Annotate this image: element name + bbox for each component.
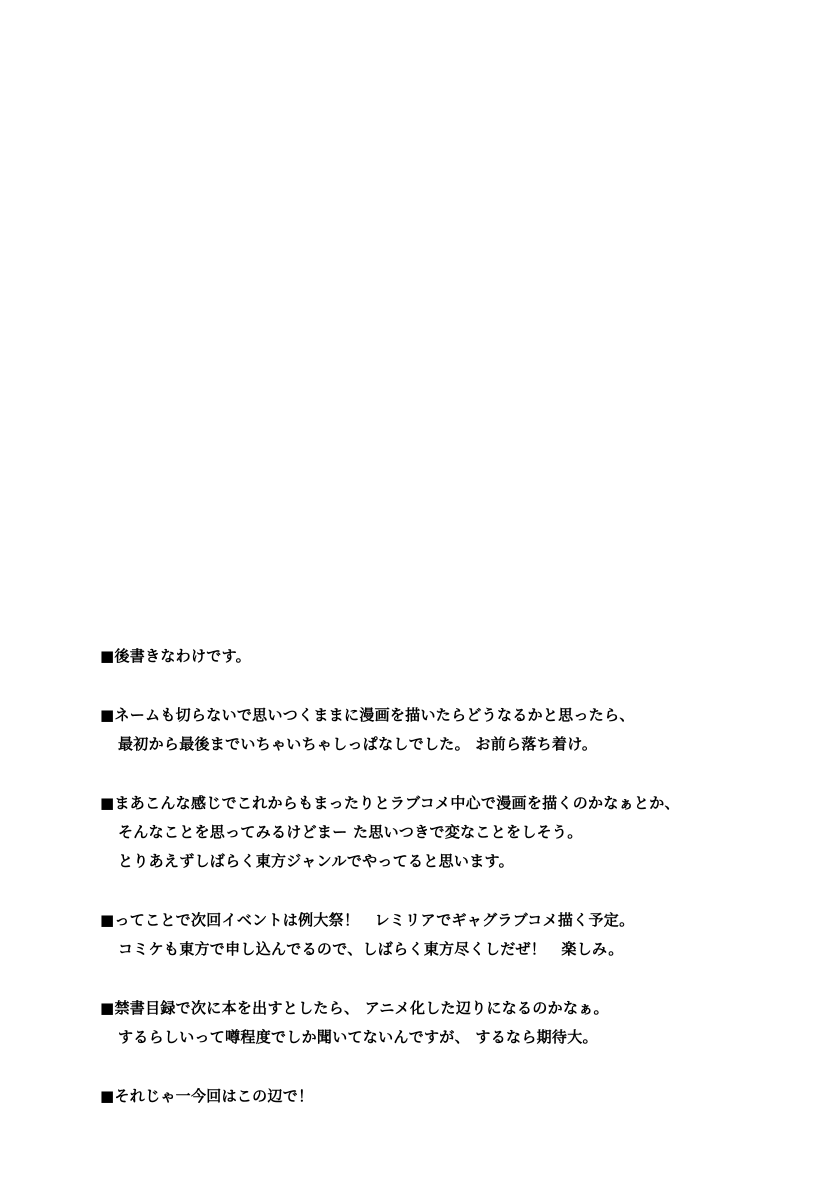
text-line: コミケも東方で申し込んでるので、しばらく東方尽くしだぜ！ 楽しみ。 bbox=[118, 940, 624, 958]
paragraph-index bbox=[100, 994, 800, 1052]
text-line: 最初から最後までいちゃいちゃしっぱなしでした。 お前ら落ち着け。 bbox=[118, 735, 598, 753]
text-line: そんなことを思ってみるけどまー た思いつきで変なことをしそう。 bbox=[118, 823, 583, 841]
text-line: ■それじゃ一今回はこの辺で！ bbox=[100, 1087, 314, 1105]
paragraph-name-sketch bbox=[100, 701, 800, 759]
paragraph-next-event bbox=[100, 906, 800, 964]
text-line: するらしいって噂程度でしか聞いてないんですが、 するなら期待大。 bbox=[118, 1028, 598, 1046]
text-line: ■後書きなわけです。 bbox=[100, 647, 251, 665]
text-line: ■ネームも切らないで思いつくままに漫画を描いたらどうなるかと思ったら、 bbox=[100, 706, 635, 724]
paragraph-intro bbox=[100, 642, 800, 671]
text-line: ■禁書目録で次に本を出すとしたら、 アニメ化した辺りになるのかなぁ。 bbox=[100, 999, 609, 1017]
text-line: ■まあこんな感じでこれからもまったりとラブコメ中心で漫画を描くのかなぁとか、 bbox=[100, 794, 680, 812]
paragraph-love-comedy bbox=[100, 789, 800, 876]
text-line: とりあえずしばらく東方ジャンルでやってると思います。 bbox=[118, 852, 514, 870]
afterword-text bbox=[100, 642, 800, 1141]
text-line: ■ってことで次回イベントは例大祭！ レミリアでギャグラブコメ描く予定。 bbox=[100, 911, 635, 929]
paragraph-closing bbox=[100, 1082, 800, 1111]
